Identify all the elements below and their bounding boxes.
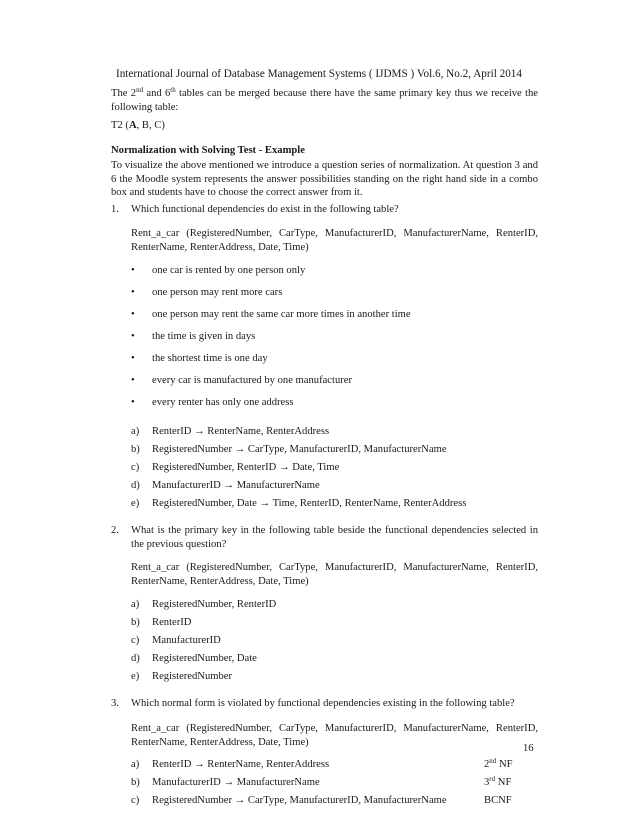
t2-text-2: , B, C) — [136, 120, 165, 131]
t2-bold-key: A — [128, 120, 137, 131]
q3-option-label: c) — [131, 795, 140, 806]
q1-bullet: one person may rent more cars — [152, 287, 283, 298]
q1-option-label: e) — [131, 498, 140, 509]
q2-option-label: b) — [131, 617, 140, 628]
q2-text: What is the primary key in the following table beside the functional dependencies selected in the previous question? — [131, 525, 538, 550]
intro-paragraph — [111, 87, 538, 114]
q1-bullet: the shortest time is one day — [152, 353, 268, 364]
bullet-icon: • — [131, 309, 135, 320]
bullet-icon: • — [131, 397, 135, 408]
q2-option-text: RenterID — [152, 617, 192, 628]
q1-option-text: RegisteredNumber, RenterID → Date, Time — [152, 462, 340, 473]
bullet-icon: • — [131, 331, 135, 342]
bullet-icon: • — [131, 265, 135, 276]
q1-option-label: b) — [131, 444, 140, 455]
q1-option-text: RenterID → RenterName, RenterAddress — [152, 426, 330, 437]
q2-option-label: d) — [131, 653, 140, 664]
running-header: International Journal of Database Management Systems ( IJDMS ) Vol.6, No.2, April 2014 — [115, 68, 522, 80]
q1-option-text: RegisteredNumber, Date → Time, RenterID, RenterName, RenterAddress — [152, 498, 467, 509]
intro-text-3: tables can be merged because there have the same primary key thus we receive the following table: — [111, 88, 539, 113]
q3-option-nf: 3rd NF — [484, 775, 512, 788]
q1-option-label: a) — [131, 426, 140, 437]
q2-option-text: RegisteredNumber, RenterID — [152, 599, 277, 610]
q3-option-label: b) — [131, 777, 140, 788]
q1-text: Which functional dependencies do exist in the following table? — [131, 204, 399, 215]
intro-sup-2: th — [170, 86, 176, 94]
q3-number: 3. — [111, 698, 119, 709]
q3-option-text: RenterID → RenterName, RenterAddress — [152, 759, 330, 770]
q3-table: Rent_a_car (RegisteredNumber, CarType, ManufacturerID, ManufacturerName, RenterID, RenterName, RenterAddress, Date, Time) — [131, 723, 538, 748]
q1-bullet: one car is rented by one person only — [152, 265, 306, 276]
q2-option-text: ManufacturerID — [152, 635, 221, 646]
page-number: 16 — [523, 743, 534, 754]
q1-number: 1. — [111, 204, 119, 215]
t2-text-1: T2 ( — [111, 120, 129, 131]
q2-option-label: e) — [131, 671, 140, 682]
bullet-icon: • — [131, 375, 135, 386]
q2-table: Rent_a_car (RegisteredNumber, CarType, ManufacturerID, ManufacturerName, RenterID, RenterName, RenterAddress, Date, Time) — [131, 562, 538, 587]
section-heading: Normalization with Solving Test - Example — [111, 145, 305, 156]
bullet-icon: • — [131, 353, 135, 364]
q2-option-label: c) — [131, 635, 140, 646]
q1-table: Rent_a_car (RegisteredNumber, CarType, ManufacturerID, ManufacturerName, RenterID, RenterName, RenterAddress, Date, Time) — [131, 228, 538, 253]
q2-option-text: RegisteredNumber — [152, 671, 233, 682]
q3-option-text: RegisteredNumber → CarType, ManufacturerID, ManufacturerName — [152, 795, 447, 806]
q3-option-text: ManufacturerID → ManufacturerName — [152, 777, 320, 788]
q1-bullet: every renter has only one address — [152, 397, 294, 408]
bullet-icon: • — [131, 287, 135, 298]
q1-option-label: d) — [131, 480, 140, 491]
q1-bullet: every car is manufactured by one manufacturer — [152, 375, 353, 386]
section-paragraph: To visualize the above mentioned we introduce a question series of normalization. At question 3 and 6 the Moodle system represents the answer possibilities standing on the right hand side in a combo box and students have to choose the correct answer from it. — [111, 160, 538, 199]
intro-sup-1: nd — [136, 86, 144, 94]
q3-option-nf: 2nd NF — [484, 757, 513, 770]
q1-option-text: RegisteredNumber → CarType, ManufacturerID, ManufacturerName — [152, 444, 447, 455]
intro-text-1: The 2 — [111, 88, 137, 99]
q1-option-text: ManufacturerID → ManufacturerName — [152, 480, 320, 491]
q1-option-label: c) — [131, 462, 140, 473]
q3-option-nf: BCNF — [484, 795, 512, 806]
q2-number: 2. — [111, 525, 119, 536]
q2-option-text: RegisteredNumber, Date — [152, 653, 257, 664]
q3-option-label: a) — [131, 759, 140, 770]
q1-bullet: the time is given in days — [152, 331, 256, 342]
q3-text: Which normal form is violated by functional dependencies existing in the following table? — [131, 698, 515, 709]
q1-bullet: one person may rent the same car more times in another time — [152, 309, 411, 320]
intro-text-2: and 6 — [143, 88, 171, 99]
q2-option-label: a) — [131, 599, 140, 610]
t2-line — [111, 119, 538, 133]
